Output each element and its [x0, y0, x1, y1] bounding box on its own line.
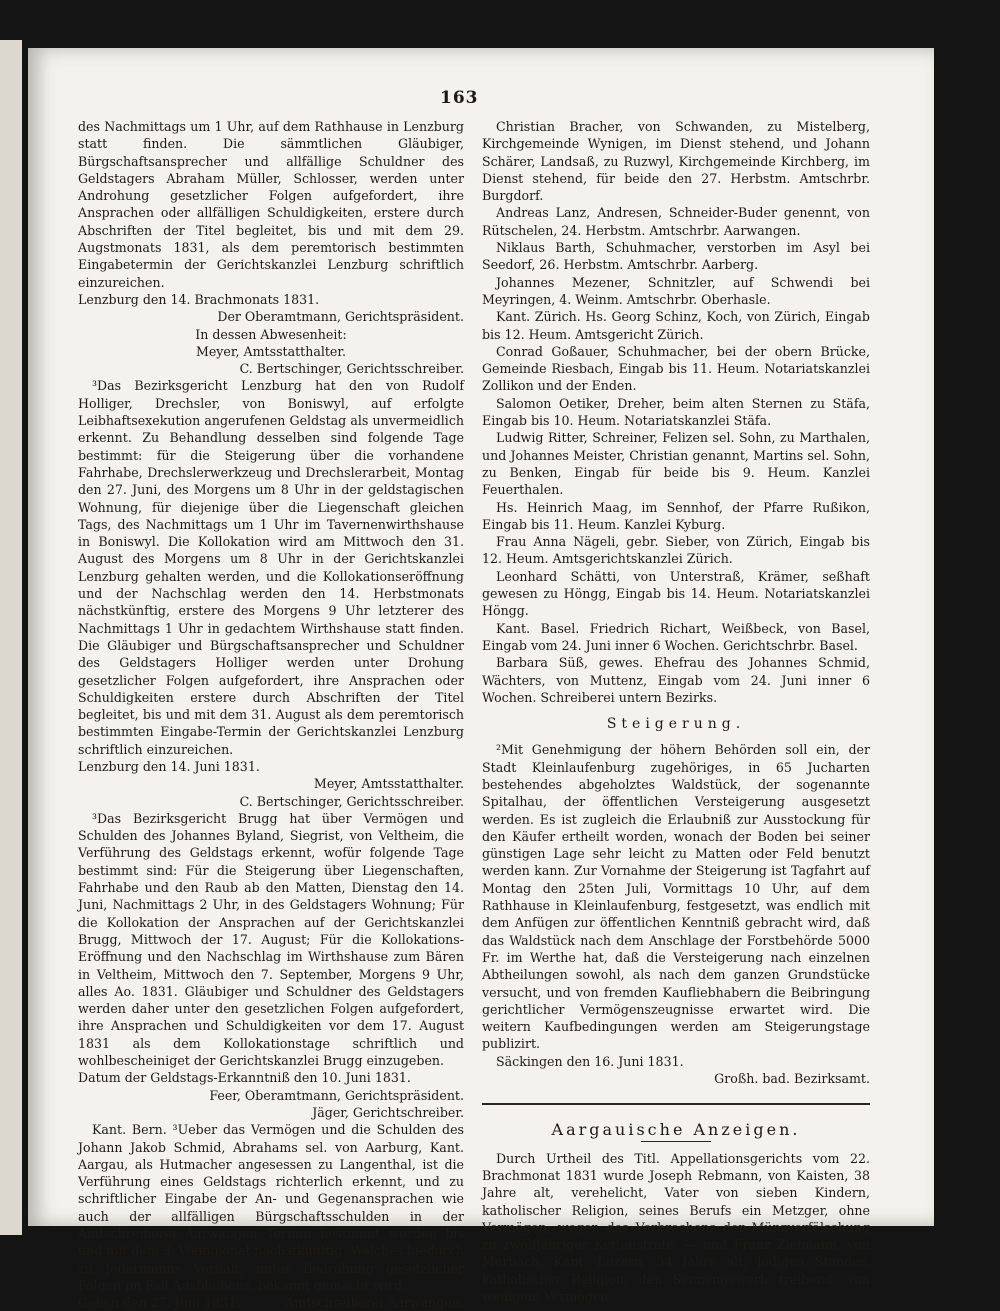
facing-page-edge [0, 40, 22, 1235]
notice-paragraph: ²Mit Genehmigung der höhern Behörden soll ein, der Stadt Kleinlaufenburg zugehöriges, in 65 Jucharten bestehendes abgeholztes Waldstück, der sogenannte Spitalhau, der öffentlichen Versteigerung ausgesetzt werden. Es ist zugleich die Erlaubniß zur Ausstockung für den Käufer ertheilt worden, wonach der Boden bei seiner günstigen Lage sehr leicht zu Matten oder Feld benutzt werden kann. Zur Vornahme der Steigerung ist Tagfahrt auf Montag den 25ten Juli, Vormittags 10 Uhr, auf dem Rathhause in Kleinlaufenburg, festgesetzt, was endlich mit dem Anfügen zur öffentlichen Kenntniß gebracht wird, daß das Waldstück nach dem Anschlage der Forstbehörde 5000 Fr. im Werthe hat, daß die Versteigerung nach einzelnen Abtheilungen sowohl, als nach dem ganzen Grundstücke versucht, und von fremden Kaufliebhabern die Beibringung gerichtlicher Vermögenszeugnisse erwartet wird. Die weitern Kaufbedingungen werden am Steigerungstage publizirt. [482, 742, 870, 1052]
dateline: Geben den 27. Juni 1831. [78, 1295, 241, 1311]
notice-paragraph: Lenzburg den 14. Juni 1831. [78, 758, 260, 774]
signature-line: Großh. bad. Bezirksamt. [714, 1071, 870, 1087]
notice-paragraph: Conrad Goßauer, Schuhmacher, bei der obern Brücke, Gemeinde Riesbach, Eingab bis 11. Heum. Notariatskanzlei Zollikon und der Enden. [482, 343, 870, 394]
heading-underline [641, 1141, 711, 1142]
notice-paragraph: Frau Anna Nägeli, gebr. Sieber, von Zürich, Eingab bis 12. Heum. Amtsgerichtskanzlei Zürich. [482, 534, 870, 567]
section-divider [482, 1103, 870, 1105]
notice-paragraph: Leonhard Schätti, von Unterstraß, Krämer, seßhaft gewesen zu Höngg, Eingab bis 14. Heum. Notariatskanzlei Höngg. [482, 568, 870, 619]
left-column [78, 118, 464, 1311]
page-number: 163 [440, 88, 479, 108]
section-heading: Steigerung. [606, 716, 746, 733]
dateline-signature-row [78, 1294, 464, 1311]
notice-paragraph: Salomon Oetiker, Dreher, beim alten Sternen zu Stäfa, Eingab bis 10. Heum. Notariatskanzlei Stäfa. [482, 395, 870, 429]
notice-paragraph: Kant. Bern. ³Ueber das Vermögen und die Schulden des Johann Jakob Schmid, Abrahams sel. von Aarburg, Kant. Aargau, als Hutmacher angesessen zu Langenthal, ist die Verführung eines Geldstags richterlich erkennt, und zu schriftlicher Eingabe der An- und Gegenansprachen wie auch der allfälligen Bürgschaftsschulden in der Amtschreiberei Aarwangen Termin bestimmt worden bis und mit dem 3. Weinmonat nächstkünftig. Welches hiedurch zu Jedermanns Verhalt, unter Bedrohung gesetzlicher Folgen im Fall Ausbleibens, bekannt gemacht wird. [78, 1122, 464, 1293]
notice-paragraph: Hs. Heinrich Maag, im Sennhof, der Pfarre Rußikon, Eingab bis 11. Heum. Kanzlei Kyburg. [482, 499, 870, 532]
signature-line: In dessen Abwesenheit: [195, 326, 347, 342]
notice-paragraph: Ludwig Ritter, Schreiner, Felizen sel. Sohn, zu Marthalen, und Johannes Meister, Christian genannt, Martins sel. Sohn, zu Benken, Eingab für beide bis 9. Heum. Kanzlei Feuerthalen. [482, 430, 870, 498]
notice-paragraph: Kant. Basel. Friedrich Richart, Weißbeck, von Basel, Eingab vom 24. Juni inner 6 Wochen. Gerichtschrbr. Basel. [482, 620, 870, 653]
section-heading: Aargauische Anzeigen. [551, 1120, 801, 1140]
notice-paragraph: des Nachmittags um 1 Uhr, auf dem Rathhause in Lenzburg statt finden. Die sämmtlichen Gläubiger, Bürgschaftsansprecher und allfällige Schuldner des Geldstagers Abraham Müller, Schlosser, werden unter Androhung gesetzlicher Folgen aufgefordert, ihre Ansprachen oder allfälligen Schuldigkeiten, erstere durch Abschriften der Titel begleitet, bis und mit dem 29. Augstmonats 1831, als dem peremtorisch bestimmten Eingabetermin der Gerichtskanzlei Lenzburg schriftlich einzureichen. [78, 119, 464, 290]
notice-paragraph: Lenzburg den 14. Brachmonats 1831. [78, 291, 320, 307]
right-column [482, 118, 870, 1305]
notice-paragraph: Christian Bracher, von Schwanden, zu Mistelberg, Kirchgemeinde Wynigen, im Dienst stehend, und Johann Schärer, Landsaß, zu Ruzwyl, Kirchgemeinde Kirchberg, im Dienst stehend, für beide den 27. Herbstm. Amtschrbr. Burgdorf. [482, 119, 870, 204]
notice-paragraph: Datum der Geldstags-Erkanntniß den 10. Juni 1831. [78, 1070, 411, 1086]
signature-line: Der Oberamtmann, Gerichtspräsident. [217, 309, 464, 325]
signature-line: Feer, Oberamtmann, Gerichtspräsident. [209, 1087, 464, 1103]
signature-line: C. Bertschinger, Gerichtsschreiber. [239, 793, 464, 809]
notice-paragraph: Barbara Süß, gewes. Ehefrau des Johannes Schmid, Wächters, von Muttenz, Eingab vom 24. Juni inner 6 Wochen. Schreiberei untern Bezirks. [482, 655, 870, 705]
notice-paragraph: Säckingen den 16. Juni 1831. [496, 1053, 684, 1069]
notice-paragraph: Durch Urtheil des Titl. Appellationsgerichts vom 22. Brachmonat 1831 wurde Joseph Rebmann, von Kaisten, 38 Jahre alt, verehelicht, Vater von sieben Kindern, katholischer Religion, seines Berufs ein Metzger, ohne Vermögen, wegen des Verbrechens der Münzverfälschung zu zwölfjähriger Kettenstrafe; — und Franz Zielmann, von Marbach, Kant. Luzern, 34 Jahre alt, ledigen Standes, katholischer Religion, den Sennengewerb treibend, von wenigem Vermögen, [482, 1150, 870, 1304]
notice-paragraph: ³Das Bezirksgericht Brugg hat über Vermögen und Schulden des Johannes Byland, Siegrist, von Veltheim, die Verführung des Geldstags erkennt, wofür folgende Tage bestimmt sind: Für die Steigerung über Liegenschaften, Fahrhabe und den Raub ab den Matten, Dienstag den 14. Juni, Nachmittags 2 Uhr, in des Geldstagers Wohnung; Für die Kollokation der Ansprachen auf der Gerichtskanzlei Brugg, Mittwoch der 17. August; Für die Kollokations-Eröffnung und den Nachschlag im Wirthshause zum Bären in Veltheim, Mittwoch den 7. September, Morgens 9 Uhr, alles Ao. 1831. Gläubiger und Schuldner des Geldstagers werden daher unter den gesetzlichen Folgen aufgefordert, ihre Ansprachen und Schuldigkeiten vor dem 17. August 1831 als dem Kollokationstage schriftlich und wohlbescheiniget der Gerichtskanzlei Brugg einzugeben. [78, 810, 464, 1069]
signature: Amtschreiberei Aarwangen. [285, 1295, 464, 1311]
notice-paragraph: Johannes Mezener, Schnitzler, auf Schwendi bei Meyringen, 4. Weinm. Amtschrbr. Oberhasle. [482, 274, 870, 307]
notice-paragraph: Niklaus Barth, Schuhmacher, verstorben im Asyl bei Seedorf, 26. Herbstm. Amtschrbr. Aarberg. [482, 240, 870, 273]
signature-line: Meyer, Amtsstatthalter. [195, 343, 347, 359]
signature-line: Meyer, Amtsstatthalter. [313, 776, 464, 792]
signature-line: C. Bertschinger, Gerichtsschreiber. [239, 361, 464, 377]
signature-line: Jäger, Gerichtschreiber. [312, 1104, 464, 1120]
notice-paragraph: Andreas Lanz, Andresen, Schneider-Buder genennt, von Rütschelen, 24. Herbstm. Amtschrbr. Aarwangen. [482, 205, 870, 238]
notice-paragraph: Kant. Zürich. Hs. Georg Schinz, Koch, von Zürich, Eingab bis 12. Heum. Amtsgericht Zürich. [482, 309, 870, 342]
notice-paragraph: ³Das Bezirksgericht Lenzburg hat den von Rudolf Holliger, Drechsler, von Boniswyl, auf erfolgte Leibhaftsexekution angerufenen Geldstag als unvermeidlich erkennt. Zu Behandlung desselben sind folgende Tage bestimmt: für die Steigerung über die vorhandene Fahrhabe, Drechslerwerkzeug und Drechslerarbeit, Montag den 27. Juni, des Morgens um 8 Uhr in der geldstagischen Wohnung, für diejenige über die Liegenschaft gleichen Tags, des Nachmittags um 1 Uhr im Tavernenwirthshause in Boniswyl. Die Kollokation wird am Mittwoch den 31. August des Morgens um 8 Uhr in der Gerichtskanzlei Lenzburg gehalten werden, und die Kollokationseröffnung und der Nachschlag werden den 14. Herbstmonats nächstkünftig, erstere des Morgens 9 Uhr letzterer des Nachmittags 1 Uhr in gedachtem Wirthshause statt finden. Die Gläubiger und Bürgschaftsansprecher und Schuldner des Geldstagers Holliger werden unter Drohung gesetzlicher Folgen aufgefordert, ihre Ansprachen oder Schuldigkeiten erstere durch Abschriften der Titel begleitet, bis und mit dem 31. August als dem peremtorisch bestimmten Eingabe-Termin der Gerichtskanzlei Lenzburg schriftlich einzureichen. [78, 378, 464, 757]
